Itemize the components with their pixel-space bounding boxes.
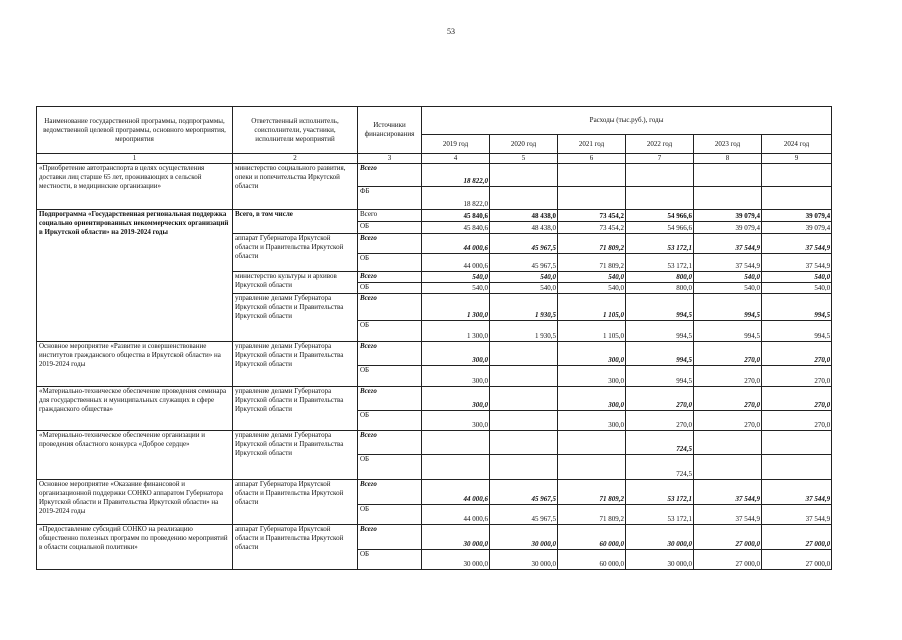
- header-year: 2024 год: [762, 135, 832, 154]
- value-cell: [762, 455, 832, 480]
- executor: управление делами Губернатора Иркутской области и Правительства Иркутской области: [233, 431, 358, 480]
- value-cell: 37 544,9: [762, 254, 832, 272]
- value-cell: 48 438,0: [490, 222, 558, 234]
- value-cell: 800,0: [626, 272, 694, 283]
- value-cell: 30 000,0: [626, 550, 694, 570]
- value-cell: 48 438,0: [490, 210, 558, 222]
- column-index: 6: [558, 154, 626, 164]
- measure-name: «Приобретение автотранспорта в целях осуществления доставки лиц старше 65 лет, проживающих в сельской местности, в медицинские организации»: [37, 164, 233, 210]
- value-cell: 37 544,9: [694, 234, 762, 254]
- value-cell: 54 966,6: [626, 222, 694, 234]
- executor: аппарат Губернатора Иркутской области и Правительства Иркутской области: [233, 480, 358, 525]
- value-cell: 994,5: [626, 294, 694, 321]
- value-cell: 540,0: [762, 283, 832, 294]
- value-cell: 45 967,5: [490, 234, 558, 254]
- value-cell: [490, 455, 558, 480]
- executor: управление делами Губернатора Иркутской области и Правительства Иркутской области: [233, 387, 358, 431]
- executor: аппарат Губернатора Иркутской области и Правительства Иркутской области: [233, 525, 358, 570]
- value-cell: 37 544,9: [762, 234, 832, 254]
- value-cell: [694, 431, 762, 455]
- value-cell: 30 000,0: [422, 550, 490, 570]
- value-cell: 270,0: [762, 387, 832, 411]
- value-cell: 270,0: [762, 366, 832, 387]
- header-year: 2023 год: [694, 135, 762, 154]
- value-cell: 724,5: [626, 431, 694, 455]
- value-cell: 1 930,5: [490, 294, 558, 321]
- value-cell: 1 105,0: [558, 321, 626, 342]
- value-cell: 270,0: [626, 387, 694, 411]
- value-cell: [626, 164, 694, 187]
- value-cell: 300,0: [558, 366, 626, 387]
- value-cell: 540,0: [490, 283, 558, 294]
- value-cell: 37 544,9: [694, 480, 762, 505]
- measure-name: «Материально-техническое обеспечение организации и проведения областного конкурса «Доброе сердце»: [37, 431, 233, 480]
- measure-name: «Материально-техническое обеспечение проведения семинара для государственных и муниципальных служащих в сфере гражданского общества»: [37, 387, 233, 431]
- value-cell: 53 172,1: [626, 254, 694, 272]
- column-index: 3: [358, 154, 422, 164]
- value-cell: 540,0: [490, 272, 558, 283]
- value-cell: 994,5: [626, 342, 694, 366]
- value-cell: 53 172,1: [626, 480, 694, 505]
- value-cell: 39 079,4: [694, 210, 762, 222]
- value-cell: 53 172,1: [626, 505, 694, 525]
- source-ob: ОБ: [358, 411, 422, 431]
- value-cell: [490, 342, 558, 366]
- executor: управление делами Губернатора Иркутской области и Правительства Иркутской области: [233, 342, 358, 387]
- header-year: 2021 год: [558, 135, 626, 154]
- value-cell: 994,5: [626, 366, 694, 387]
- page-number: 53: [447, 27, 455, 36]
- value-cell: [694, 164, 762, 187]
- value-cell: 270,0: [626, 411, 694, 431]
- value-cell: 30 000,0: [490, 550, 558, 570]
- value-cell: 724,5: [626, 455, 694, 480]
- value-cell: 39 079,4: [694, 222, 762, 234]
- value-cell: 44 000,6: [422, 505, 490, 525]
- measure-name: Основное мероприятие «Развитие и совершенствование институтов гражданского общества в Иркутской области» на 2019-2024 годы: [37, 342, 233, 387]
- source-ob: ОБ: [358, 455, 422, 480]
- value-cell: 1 300,0: [422, 321, 490, 342]
- value-cell: 30 000,0: [626, 525, 694, 550]
- header-executor: Ответственный исполнитель, соисполнители, участники, исполнители мероприятий: [233, 107, 358, 154]
- value-cell: [490, 366, 558, 387]
- source-ob: ОБ: [358, 254, 422, 272]
- source-total: Всего: [358, 525, 422, 550]
- value-cell: [558, 164, 626, 187]
- source-total: Всего: [358, 234, 422, 254]
- value-cell: 44 000,6: [422, 234, 490, 254]
- executor: Всего, в том числе: [233, 210, 358, 234]
- value-cell: 27 000,0: [694, 525, 762, 550]
- value-cell: 27 000,0: [762, 550, 832, 570]
- source-ob: ОБ: [358, 550, 422, 570]
- value-cell: 71 809,2: [558, 234, 626, 254]
- value-cell: 270,0: [694, 342, 762, 366]
- header-source: Источники финансирования: [358, 107, 422, 154]
- value-cell: 45 967,5: [490, 505, 558, 525]
- value-cell: 1 930,5: [490, 321, 558, 342]
- column-index: 2: [233, 154, 358, 164]
- value-cell: [694, 455, 762, 480]
- value-cell: 60 000,0: [558, 550, 626, 570]
- value-cell: 37 544,9: [694, 505, 762, 525]
- value-cell: 270,0: [694, 387, 762, 411]
- column-index: 8: [694, 154, 762, 164]
- value-cell: 1 105,0: [558, 294, 626, 321]
- value-cell: 18 822,0: [422, 187, 490, 210]
- column-index: 1: [37, 154, 233, 164]
- value-cell: 540,0: [694, 283, 762, 294]
- value-cell: 540,0: [422, 272, 490, 283]
- value-cell: 27 000,0: [762, 525, 832, 550]
- value-cell: [694, 187, 762, 210]
- value-cell: 71 809,2: [558, 505, 626, 525]
- value-cell: 994,5: [762, 321, 832, 342]
- value-cell: 54 966,6: [626, 210, 694, 222]
- value-cell: [762, 187, 832, 210]
- value-cell: [762, 431, 832, 455]
- source-ob: ОБ: [358, 222, 422, 234]
- value-cell: [490, 387, 558, 411]
- value-cell: 60 000,0: [558, 525, 626, 550]
- header-year: 2020 год: [490, 135, 558, 154]
- column-index: 4: [422, 154, 490, 164]
- value-cell: 30 000,0: [490, 525, 558, 550]
- measure-name: Основное мероприятие «Оказание финансовой и организационной поддержки СОНКО аппаратом Губернатора Иркутской области и Правительства Иркутской области» на 2019-2024 годы: [37, 480, 233, 525]
- executor: аппарат Губернатора Иркутской области и Правительства Иркутской области: [233, 234, 358, 272]
- value-cell: 300,0: [422, 366, 490, 387]
- value-cell: 71 809,2: [558, 254, 626, 272]
- measure-name: «Предоставление субсидий СОНКО на реализацию общественно полезных программ по проведению мероприятий в области социальной политики»: [37, 525, 233, 570]
- value-cell: [490, 164, 558, 187]
- source-total: Всего: [358, 342, 422, 366]
- value-cell: 540,0: [558, 272, 626, 283]
- value-cell: [558, 455, 626, 480]
- value-cell: 270,0: [694, 411, 762, 431]
- value-cell: 994,5: [762, 294, 832, 321]
- value-cell: 37 544,9: [694, 254, 762, 272]
- header-expenses: Расходы (тыс.руб.), годы: [422, 107, 832, 135]
- value-cell: 270,0: [694, 366, 762, 387]
- source-total: Всего: [358, 210, 422, 222]
- value-cell: 37 544,9: [762, 480, 832, 505]
- value-cell: 44 000,6: [422, 480, 490, 505]
- executor: управление делами Губернатора Иркутской области и Правительства Иркутской области: [233, 294, 358, 342]
- value-cell: 18 822,0: [422, 164, 490, 187]
- value-cell: 994,5: [694, 321, 762, 342]
- value-cell: [422, 455, 490, 480]
- column-index: 5: [490, 154, 558, 164]
- value-cell: [490, 431, 558, 455]
- header-year: 2019 год: [422, 135, 490, 154]
- value-cell: 540,0: [694, 272, 762, 283]
- source-total: Всего: [358, 294, 422, 321]
- value-cell: 27 000,0: [694, 550, 762, 570]
- value-cell: [490, 187, 558, 210]
- value-cell: [762, 164, 832, 187]
- source-total: Всего: [358, 431, 422, 455]
- value-cell: 45 840,6: [422, 222, 490, 234]
- source-total: Всего: [358, 387, 422, 411]
- column-index: 7: [626, 154, 694, 164]
- value-cell: 39 079,4: [762, 222, 832, 234]
- value-cell: 45 967,5: [490, 254, 558, 272]
- value-cell: 300,0: [422, 387, 490, 411]
- value-cell: 800,0: [626, 283, 694, 294]
- value-cell: 71 809,2: [558, 480, 626, 505]
- value-cell: 300,0: [422, 342, 490, 366]
- value-cell: 994,5: [694, 294, 762, 321]
- value-cell: 994,5: [626, 321, 694, 342]
- header-name: Наименование государственной программы, подпрограммы, ведомственной целевой программы, основного мероприятия, мероприятия: [37, 107, 233, 154]
- source-ob: ОБ: [358, 505, 422, 525]
- value-cell: 540,0: [558, 283, 626, 294]
- budget-table: [36, 106, 832, 570]
- value-cell: 270,0: [762, 342, 832, 366]
- source-fb: ФБ: [358, 187, 422, 210]
- source-ob: ОБ: [358, 321, 422, 342]
- value-cell: 73 454,2: [558, 222, 626, 234]
- value-cell: 39 079,4: [762, 210, 832, 222]
- value-cell: 44 000,6: [422, 254, 490, 272]
- column-index: 9: [762, 154, 832, 164]
- executor: министерство социального развития, опеки и попечительства Иркутской области: [233, 164, 358, 210]
- value-cell: [558, 187, 626, 210]
- value-cell: 73 454,2: [558, 210, 626, 222]
- executor: министерство культуры и архивов Иркутской области: [233, 272, 358, 294]
- value-cell: [558, 431, 626, 455]
- subprogram-name: Подпрограмма «Государственная региональная поддержка социально ориентированных некоммерческих организаций в Иркутской области» на 2019-2024 годы: [37, 210, 233, 342]
- source-total: Всего: [358, 272, 422, 283]
- header-year: 2022 год: [626, 135, 694, 154]
- value-cell: 53 172,1: [626, 234, 694, 254]
- value-cell: 1 300,0: [422, 294, 490, 321]
- source-total: Всего: [358, 480, 422, 505]
- source-total: Всего: [358, 164, 422, 187]
- value-cell: 300,0: [422, 411, 490, 431]
- value-cell: 45 967,5: [490, 480, 558, 505]
- value-cell: 300,0: [558, 387, 626, 411]
- value-cell: 300,0: [558, 411, 626, 431]
- value-cell: 37 544,9: [762, 505, 832, 525]
- value-cell: 45 840,6: [422, 210, 490, 222]
- value-cell: [490, 411, 558, 431]
- value-cell: 300,0: [558, 342, 626, 366]
- value-cell: 270,0: [762, 411, 832, 431]
- value-cell: 30 000,0: [422, 525, 490, 550]
- value-cell: [422, 431, 490, 455]
- source-ob: ОБ: [358, 366, 422, 387]
- value-cell: 540,0: [762, 272, 832, 283]
- source-ob: ОБ: [358, 283, 422, 294]
- value-cell: 540,0: [422, 283, 490, 294]
- value-cell: [626, 187, 694, 210]
